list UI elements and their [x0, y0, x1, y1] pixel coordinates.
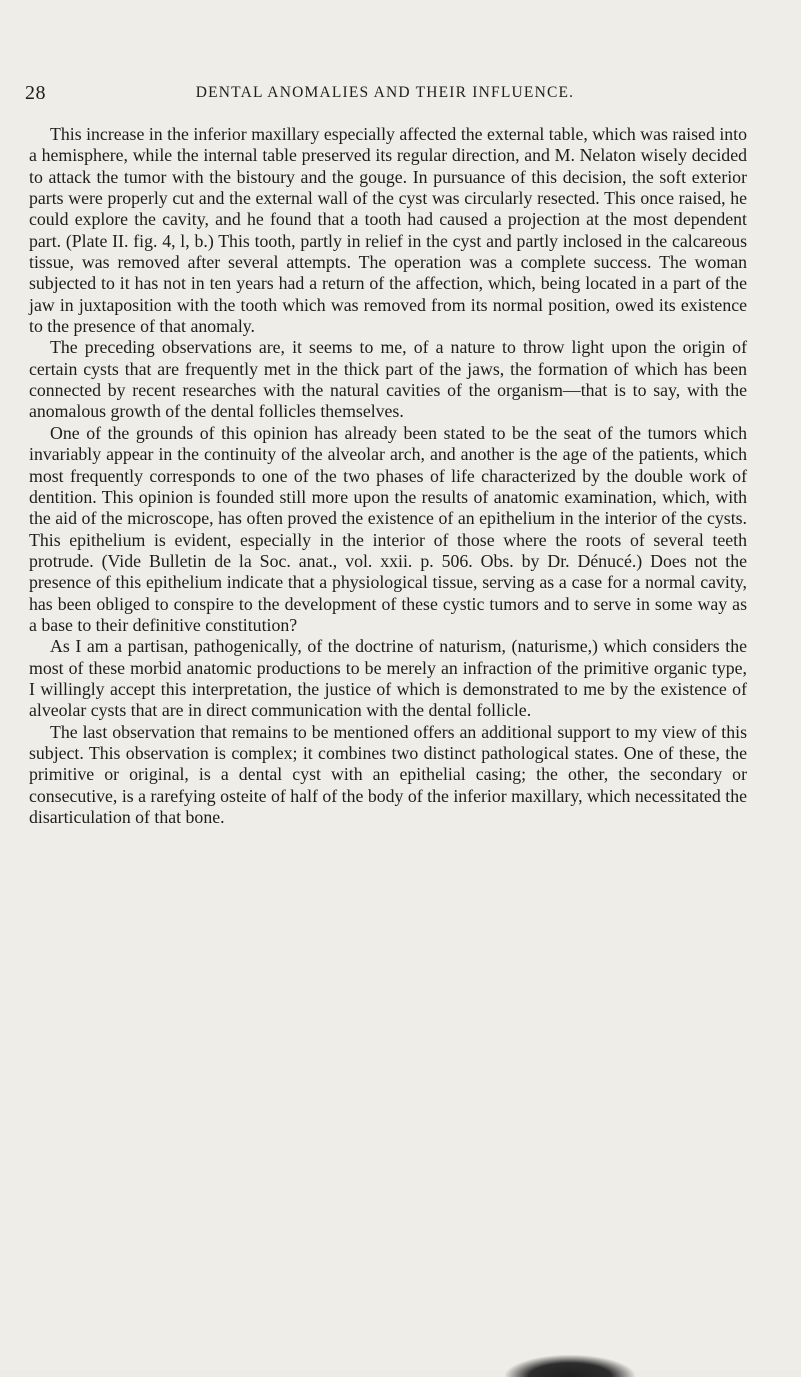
running-title: DENTAL ANOMALIES AND THEIR INFLUENCE. — [195, 84, 575, 101]
paragraph-5: The last observation that remains to be mentioned offers an additional support to my view of this subject. This observation is complex; it combines two distinct pathological states. One of these, the primitive or original, is a dental cyst with an epithelial casing; the other, the secondary or consecutive, is a rarefying osteite of half of the body of the inferior maxillary, which necessitated the disarticulation of that bone. — [29, 721, 747, 827]
scan-shadow — [505, 1355, 635, 1377]
paragraph-3: One of the grounds of this opinion has already been stated to be the seat of the tumors which invariably appear in the continuity of the alveolar arch, and another is the age of the patients, which most frequently corresponds to one of the two phases of life characterized by the double work of dentition. This opinion is founded still more upon the results of anatomic examination, which, with the aid of the microscope, has often proved the existence of an epithelium in the interior of the cysts. This epithelium is evident, especially in the interior of those where the roots of several teeth protrude. (Vide Bulletin de la Soc. anat., vol. xxii. p. 506. Obs. by Dr. Dénucé.) Does not the presence of this epithelium indicate that a physiological tissue, serving as a case for a normal cavity, has been obliged to conspire to the development of these cystic tumors and to serve in some way as a base to their definitive constitution? — [29, 422, 747, 635]
page-number: 28 — [25, 82, 46, 104]
page-header — [25, 82, 745, 110]
paragraph-2: The preceding observations are, it seems to me, of a nature to throw light upon the origin of certain cysts that are frequently met in the thick part of the jaws, the formation of which has been connected by recent researches with the natural cavities of the organism—that is to say, with the anomalous growth of the dental follicles themselves. — [29, 337, 747, 422]
paragraph-1: This increase in the inferior maxillary especially affected the external table, which was raised into a hemisphere, while the internal table preserved its regular direction, and M. Nelaton wisely decided to attack the tumor with the bistoury and the gouge. In pursuance of this decision, the soft exterior parts were properly cut and the external wall of the cyst was circularly resected. This once raised, he could explore the cavity, and he found that a tooth had caused a projection at the most dependent part. (Plate II. fig. 4, l, b.) This tooth, partly in relief in the cyst and partly inclosed in the calcareous tissue, was removed after several attempts. The operation was a complete success. The woman subjected to it has not in ten years had a return of the affection, which, being located in a part of the jaw in juxtaposition with the tooth which was removed from its normal position, owed its existence to the presence of that anomaly. — [29, 124, 747, 337]
body-text — [29, 124, 747, 828]
paragraph-4: As I am a partisan, pathogenically, of the doctrine of naturism, (naturisme,) which considers the most of these morbid anatomic productions to be merely an infraction of the primitive organic type, I willingly accept this interpretation, the justice of which is demonstrated to me by the existence of alveolar cysts that are in direct communication with the dental follicle. — [29, 636, 747, 721]
